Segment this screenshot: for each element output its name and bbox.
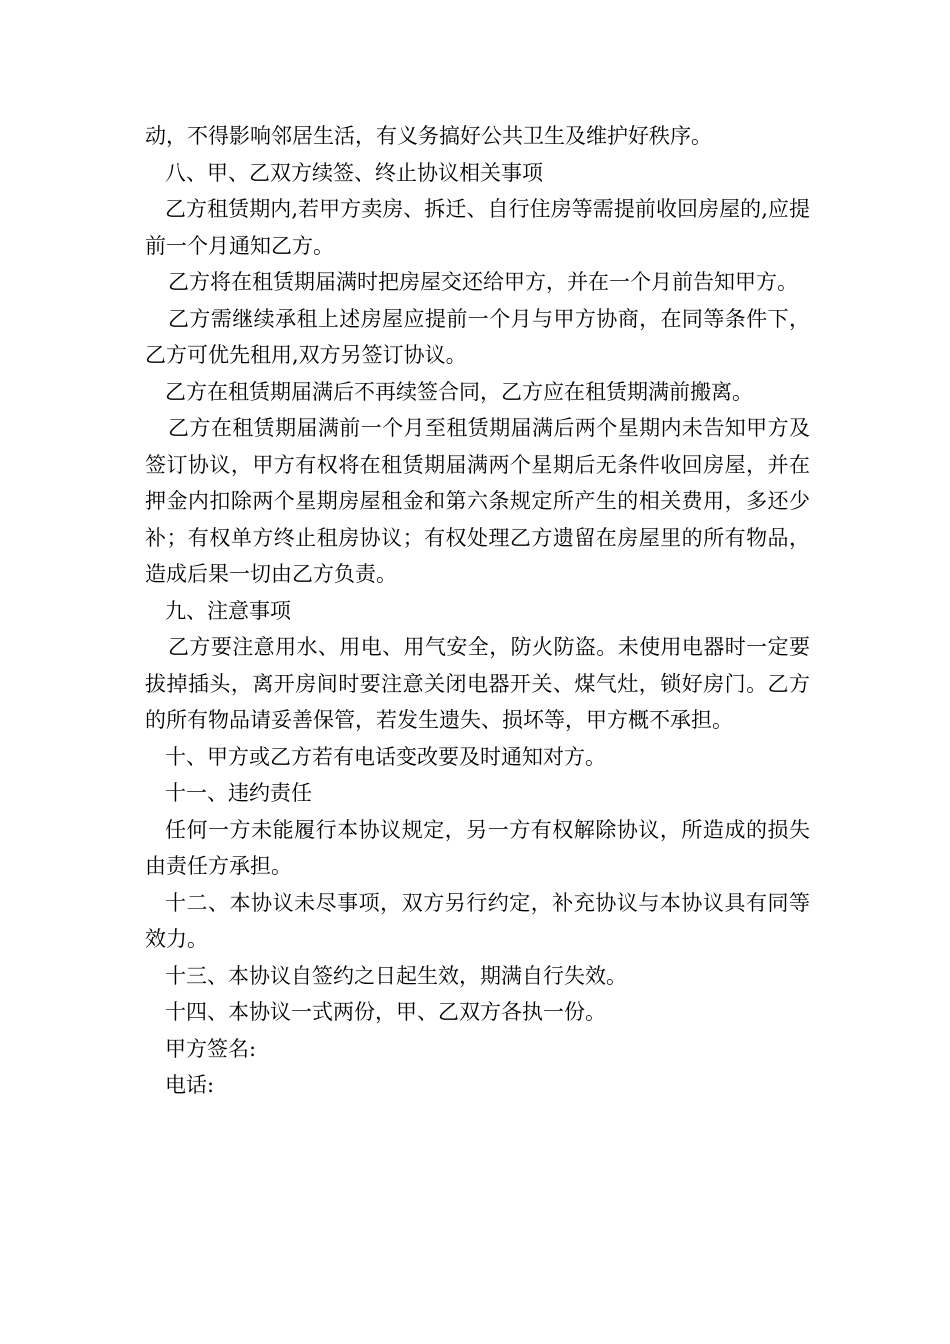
paragraph: 乙方要注意用水、用电、用气安全，防火防盗。未使用电器时一定要拔掉插头，离开房间时要注意关闭电器开关、煤气灶，锁好房门。乙方的所有物品请妥善保管，若发生遗失、损坏等，甲方概不承担。 bbox=[145, 635, 810, 732]
paragraph-continuation: 动，不得影响邻居生活，有义务搞好公共卫生及维护好秩序。 bbox=[145, 124, 712, 148]
section-heading-11: 十一、违约责任 bbox=[165, 781, 312, 805]
paragraph: 乙方在租赁期届满后不再续签合同，乙方应在租赁期满前搬离。 bbox=[165, 379, 753, 404]
paragraph: 乙方需继续承租上述房屋应提前一个月与甲方协商，在同等条件下，乙方可优先租用,双方另签订协议。 bbox=[145, 306, 810, 367]
section-heading-12: 十二、本协议未尽事项，双方另行约定，补充协议与本协议具有同等效力。 bbox=[145, 890, 810, 951]
phone-label: 电话: bbox=[165, 1073, 215, 1097]
paragraph: 任何一方未能履行本协议规定，另一方有权解除协议，所造成的损失由责任方承担。 bbox=[145, 817, 810, 878]
party-a-signature-label: 甲方签名: bbox=[165, 1036, 257, 1061]
document-body bbox=[145, 118, 810, 1104]
section-heading-10: 十、甲方或乙方若有电话变改要及时通知对方。 bbox=[165, 744, 606, 769]
section-heading-9: 九、注意事项 bbox=[165, 598, 291, 623]
paragraph: 乙方在租赁期届满前一个月至租赁期届满后两个星期内未告知甲方及签订协议，甲方有权将在租赁期届满两个星期后无条件收回房屋，并在押金内扣除两个星期房屋租金和第六条规定所产生的相关费用，多还少补；有权单方终止租房协议；有权处理乙方遗留在房屋里的所有物品，造成后果一切由乙方负责。 bbox=[145, 416, 810, 586]
section-heading-13: 十三、本协议自签约之日起生效，期满自行失效。 bbox=[165, 963, 627, 988]
section-heading-14: 十四、本协议一式两份，甲、乙双方各执一份。 bbox=[165, 1000, 606, 1024]
paragraph: 乙方将在租赁期届满时把房屋交还给甲方，并在一个月前告知甲方。 bbox=[168, 270, 798, 294]
section-heading-8: 八、甲、乙双方续签、终止协议相关事项 bbox=[165, 160, 543, 185]
paragraph: 乙方租赁期内,若甲方卖房、拆迁、自行住房等需提前收回房屋的,应提前一个月通知乙方。 bbox=[145, 197, 810, 258]
